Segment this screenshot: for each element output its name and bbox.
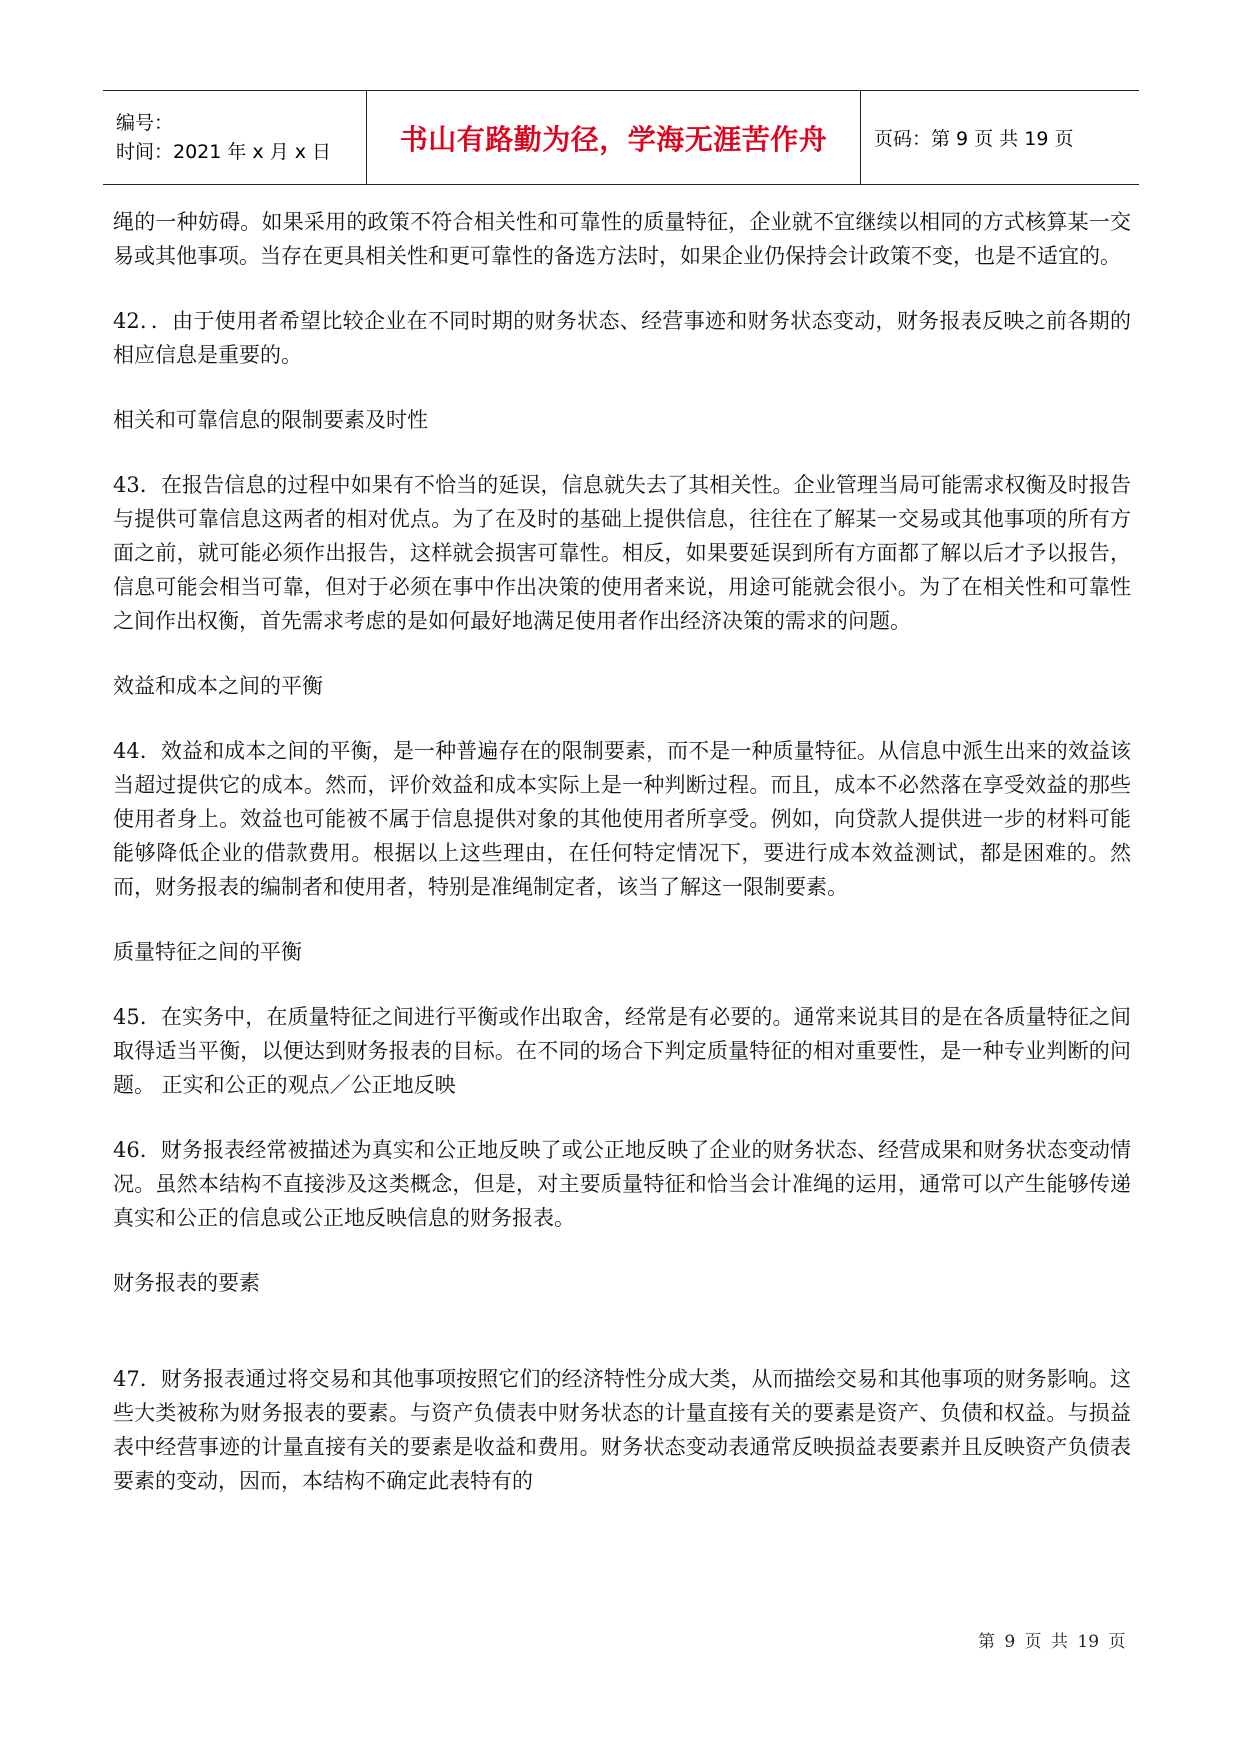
paragraph-44: 44．效益和成本之间的平衡，是一种普遍存在的限制要素，而不是一种质量特征。从信息中派生出来的效益该当超过提供它的成本。然而，评价效益和成本实际上是一种判断过程。而且，成本不必然落在享受效益的那些使用者身上。效益也可能被不属于信息提供对象的其他使用者所享受。例如，向贷款人提供进一步的材料可能能够降低企业的借款费用。根据以上这些理由，在任何特定情况下，要进行成本效益测试，都是困难的。然而，财务报表的编制者和使用者，特别是准绳制定者，该当了解这一限制要素。 — [113, 739, 1131, 899]
document-body — [113, 205, 1131, 1529]
header-page-info — [861, 91, 1139, 184]
paragraph-47: 47．财务报表通过将交易和其他事项按照它们的经济特性分成大类，从而描绘交易和其他事项的财务影响。这些大类被称为财务报表的要素。与资产负债表中财务状态的计量直接有关的要素是资产、负债和权益。与损益表中经营事迹的计量直接有关的要素是收益和费用。财务状态变动表通常反映损益表要素并且反映资产负债表要素的变动，因而，本结构不确定此表特有的 — [113, 1367, 1131, 1493]
section-heading-benefit-cost: 效益和成本之间的平衡 — [113, 674, 323, 698]
page-footer: 第 9 页 共 19 页 — [978, 1632, 1126, 1652]
header-motto — [367, 91, 861, 184]
page-number-label: 页码：第 9 页 共 19 页 — [874, 128, 1074, 150]
section-heading-elements: 财务报表的要素 — [113, 1271, 260, 1295]
section-heading-quality-balance: 质量特征之间的平衡 — [113, 940, 302, 964]
paragraph-43: 43．在报告信息的过程中如果有不恰当的延误，信息就失去了其相关性。企业管理当局可能需求权衡及时报告与提供可靠信息这两者的相对优点。为了在及时的基础上提供信息，往往在了解某一交易或其他事项的所有方面之前，就可能必须作出报告，这样就会损害可靠性。相反，如果要延误到所有方面都了解以后才予以报告，信息可能会相当可靠，但对于必须在事中作出决策的使用者来说，用途可能就会很小。为了在相关性和可靠性之间作出权衡，首先需求考虑的是如何最好地满足使用者作出经济决策的需求的问题。 — [113, 473, 1131, 633]
motto-text: 书山有路勤为径，学海无涯苦作舟 — [399, 122, 828, 156]
section-heading-timeliness: 相关和可靠信息的限制要素及时性 — [113, 408, 428, 432]
serial-number-label: 编号： — [116, 111, 174, 134]
paragraph-46: 46．财务报表经常被描述为真实和公正地反映了或公正地反映了企业的财务状态、经营成果和财务状态变动情况。虽然本结构不直接涉及这类概念，但是，对主要质量特征和恰当会计准绳的运用，通常可以产生能够传递真实和公正的信息或公正地反映信息的财务报表。 — [113, 1138, 1131, 1230]
paragraph-42: 42．．由于使用者希望比较企业在不同时期的财务状态、经营事迹和财务状态变动，财务报表反映之前各期的相应信息是重要的。 — [113, 309, 1131, 367]
page-header — [103, 90, 1139, 185]
paragraph-45: 45．在实务中，在质量特征之间进行平衡或作出取舍，经常是有必要的。通常来说其目的是在各质量特征之间取得适当平衡，以便达到财务报表的目标。在不同的场合下判定质量特征的相对重要性，是一种专业判断的问题。 正实和公正的观点／公正地反映 — [113, 1005, 1131, 1097]
header-meta — [103, 91, 367, 184]
date-label: 时间：2021 年 x 月 x 日 — [116, 140, 332, 163]
paragraph-continuation: 绳的一种妨碍。如果采用的政策不符合相关性和可靠性的质量特征，企业就不宜继续以相同的方式核算某一交易或其他事项。当存在更具相关性和更可靠性的备选方法时，如果企业仍保持会计政策不变，也是不适宜的。 — [113, 210, 1131, 268]
